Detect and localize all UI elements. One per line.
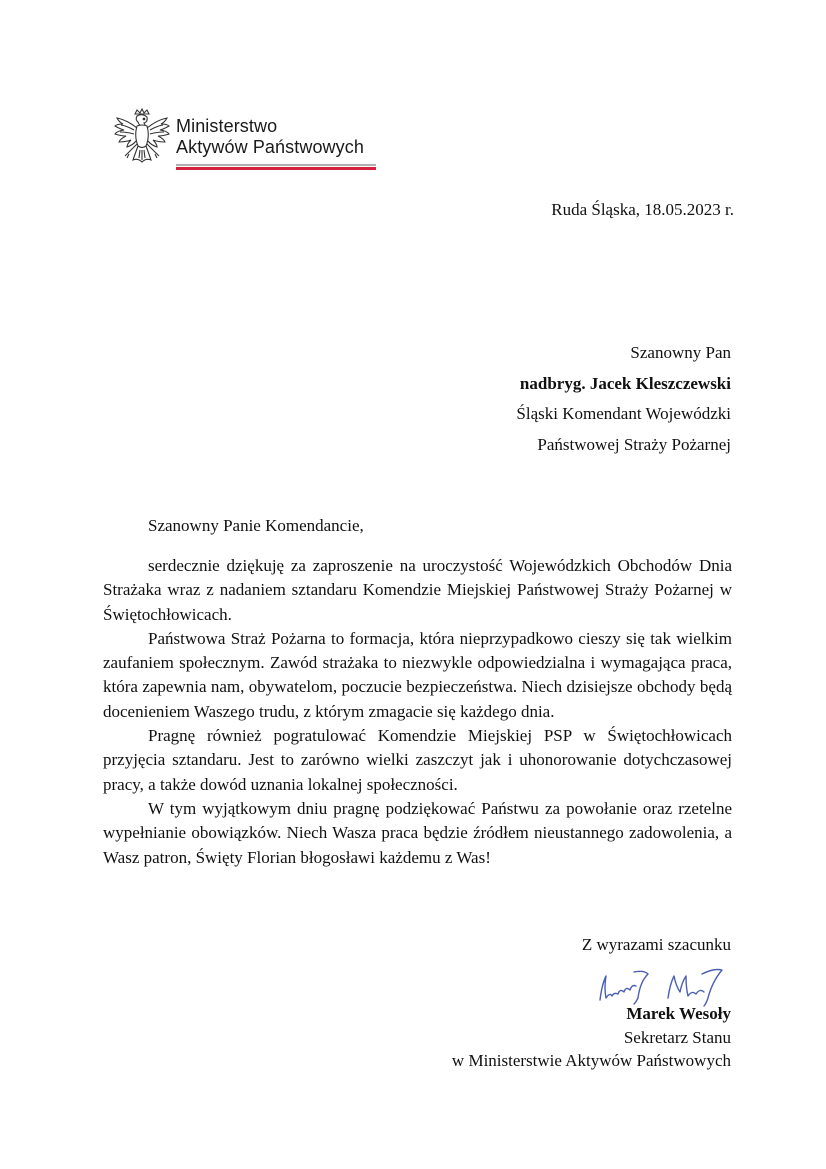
addressee-greeting: Szanowny Pan — [630, 343, 731, 362]
signer-institution: w Ministerstwie Aktywów Państwowych — [451, 1051, 731, 1070]
logo-line-1: Ministerstwo — [176, 116, 278, 136]
letter-body — [103, 554, 732, 870]
addressee-position-1: Śląski Komendant Wojewódzki — [516, 404, 731, 423]
addressee-position-2: Państwowej Straży Pożarnej — [537, 434, 731, 454]
signer-title: Sekretarz Stanu — [623, 1027, 731, 1047]
paragraph-3: Pragnę również pogratulować Komendzie Miejskiej PSP w Świętochłowicach przyjęcia sztandaru. Jest to zarówno wielki zaszczyt jak i uhonorowanie dotychczasowej pracy, a także dowód uznania lokalnej społeczności. — [103, 726, 732, 794]
polish-eagle-icon — [113, 108, 171, 170]
addressee-block — [516, 338, 731, 460]
logo-line-2: Aktywów Państwowych — [176, 137, 364, 157]
paragraph-1: serdecznie dziękuję za zaproszenie na uroczystość Wojewódzkich Obchodów Dnia Strażaka wraz z nadaniem sztandaru Komendzie Miejskiej Państwowej Straży Pożarnej w Świętochłowicach. — [103, 556, 732, 624]
flag-white-stripe — [176, 164, 376, 166]
salutation: Szanowny Panie Komendancie, — [148, 516, 364, 535]
signer-block — [452, 1002, 731, 1073]
ministry-name — [176, 116, 364, 158]
flag-stripe — [176, 164, 376, 170]
flag-red-stripe — [176, 167, 376, 170]
ministry-logo — [113, 108, 383, 178]
paragraph-2: Państwowa Straż Pożarna to formacja, która nieprzypadkowo cieszy się tak wielkim zaufaniem społecznym. Zawód strażaka to niezwykle odpowiedzialna i wymagająca praca, która zapewnia nam, obywatelom, poczucie bezpieczeństwa. Niech dzisiejsze obchody będą docenieniem Waszego trudu, z którym zmagacie się każdego dnia. — [103, 628, 732, 721]
letter-date: Ruda Śląska, 18.05.2023 r. — [551, 200, 734, 219]
paragraph-4: W tym wyjątkowym dniu pragnę podziękować Państwu za powołanie oraz rzetelne wypełnianie obowiązków. Niech Wasza praca będzie źródłem nieustannego zadowolenia, a Wasz patron, Święty Florian błogosławi każdemu z Was! — [103, 798, 732, 867]
addressee-name: nadbryg. Jacek Kleszczewski — [519, 373, 731, 393]
closing-phrase: Z wyrazami szacunku — [581, 935, 731, 954]
signer-name: Marek Wesoły — [626, 1004, 731, 1023]
